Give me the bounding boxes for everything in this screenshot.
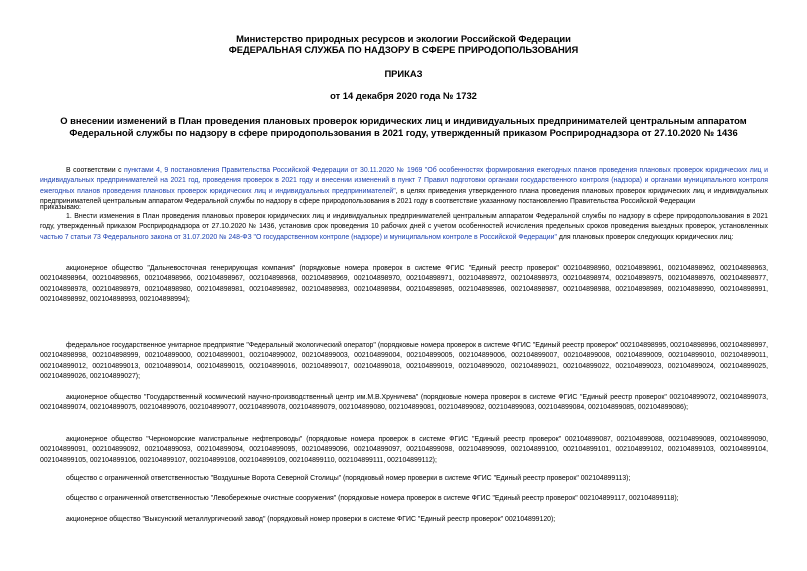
entity-item: акционерное общество "Государственный космический научно-производственный центр им.М.В.Хруничева" (порядковые номера проверок в системе ФГИС "Единый реестр проверок" 002104899072, 002104899073, 002104899074, 002104899075, 002104899076, 002104899077, 002104899078, 002104899079, 002104899080, 002104899081, 002104899082, 002104899083, 002104899084, 002104899085, 002104899086);	[40, 394, 768, 412]
item-1-prefix: 1. Внести изменения в План проведения плановых проверок юридических лиц и индивидуальных предпринимателей центральным аппаратом Федеральной службы по надзору в сфере природопользования в 2021 году, утвержденный приказом Росприроднадзора от 27.10.2020 № 1436, установив срок проведения 10 рабочих дней с учетом особенностей исчисления предельных сроков проведения выездных проверок, установленных	[40, 213, 768, 231]
preamble-prefix: В соответствии с	[66, 167, 125, 174]
document-type: ПРИКАЗ	[384, 68, 423, 79]
entity-item: акционерное общество "Черноморские магистральные нефтепроводы" (порядковые номера проверок в системе ФГИС "Единый реестр проверок" 002104899087, 002104899088, 002104899089, 002104899090, 002104899091, 002104899092, 002104899093, 002104899094, 002104899095, 002104899096, 002104899097, 002104899098, 002104899099, 002104899100, 002104899101, 002104899102, 002104899103, 002104899104, 002104899105, 002104899106, 002104899107, 002104899108, 002104899109, 002104899110, 002104899111, 002104899112);	[40, 436, 768, 464]
ministry-name: Министерство природных ресурсов и экологии Российской Федерации	[236, 33, 571, 44]
document-date: от 14 декабря 2020 года № 1732	[330, 90, 477, 101]
entity-item: акционерное общество "Выксунский металлургический завод" (порядковый номер проверки в системе ФГИС "Единый реестр проверок" 002104899120);	[66, 516, 556, 523]
service-name: ФЕДЕРАЛЬНАЯ СЛУЖБА ПО НАДЗОРУ В СФЕРЕ ПРИРОДОПОЛЬЗОВАНИЯ	[228, 44, 579, 55]
federal-law-link[interactable]: частью 7 статьи 73 Федерального закона от 31.07.2020 № 248-ФЗ "О государственном контроле (надзоре) и муниципальном контроле в Российской Федерации"	[40, 233, 557, 241]
document-subject: О внесении изменений в План проведения плановых проверок юридических лиц и индивидуальных предпринимателей центральным аппаратом Федеральной службы по надзору в сфере природопользования в 2021 году, утвержденный приказом Росприроднадзора от 27.10.2020 № 1436	[60, 115, 747, 138]
preamble-suffix: , в целях приведения утвержденного плана проведения плановых проверок юридических лиц и индивидуальных предпринимателей центральным аппаратом Федеральной службы по надзору в сфере природопользования в 2021 году в соответствие указанному постановлению Правительства Российской Федерации	[40, 187, 768, 206]
item-1-suffix: для плановых проверок следующих юридических лиц:	[556, 233, 734, 241]
item-1-paragraph	[40, 212, 768, 243]
entity-item: федеральное государственное унитарное предприятие "Федеральный экологический оператор" (порядковые номера проверок в системе ФГИС "Единый реестр проверок" 002104898995, 002104898996, 002104898997, 002104898998, 002104898999, 002104899000, 002104899001, 002104899002, 002104899003, 002104899004, 002104899005, 002104899006, 002104899007, 002104899008, 002104899009, 002104899010, 002104899011, 002104899012, 002104899013, 002104899014, 002104899015, 002104899016, 002104899017, 002104899018, 002104899019, 002104899020, 002104899021, 002104899022, 002104899023, 002104899024, 002104899025, 002104899026, 002104899027);	[40, 342, 768, 381]
government-decree-link[interactable]: пунктами 4, 9 постановления Правительства Российской Федерации от 30.11.2020 № 1969 "Об особенностях формирования ежегодных планов проведения плановых проверок юридических лиц и индивидуальных предпринимателей на 2021 год, проведения проверок в 2021 году и внесении изменений в пункт 7 Правил подготовки органами государственного контроля (надзора) и органами муниципального контроля ежегодных планов проведения плановых проверок юридических лиц и индивидуальных предпринимателей"	[40, 167, 768, 195]
entity-item: общество с ограниченной ответственностью "Левобережные очистные сооружения" (порядковые номера проверок в системе ФГИС "Единый реестр проверок" 002104899117, 002104899118);	[66, 495, 679, 502]
entity-item: общество с ограниченной ответственностью "Воздушные Ворота Северной Столицы" (порядковый номер проверки в системе ФГИС "Единый реестр проверок" 002104899113);	[66, 475, 631, 482]
order-word: приказываю:	[40, 204, 81, 211]
preamble-paragraph	[40, 166, 768, 208]
entity-item: акционерное общество "Дальневосточная генерирующая компания" (порядковые номера проверок в системе ФГИС "Единый реестр проверок" 002104898960, 002104898961, 002104898962, 002104898963, 002104898964, 002104898965, 002104898966, 002104898967, 002104898968, 002104898969, 002104898970, 002104898971, 002104898972, 002104898973, 002104898974, 002104898975, 002104898976, 002104898977, 002104898978, 002104898979, 002104898980, 002104898981, 002104898982, 002104898983, 002104898984, 002104898985, 002104898986, 002104898987, 002104898988, 002104898989, 002104898990, 002104898991, 002104898992, 002104898993, 002104898994);	[40, 265, 768, 304]
